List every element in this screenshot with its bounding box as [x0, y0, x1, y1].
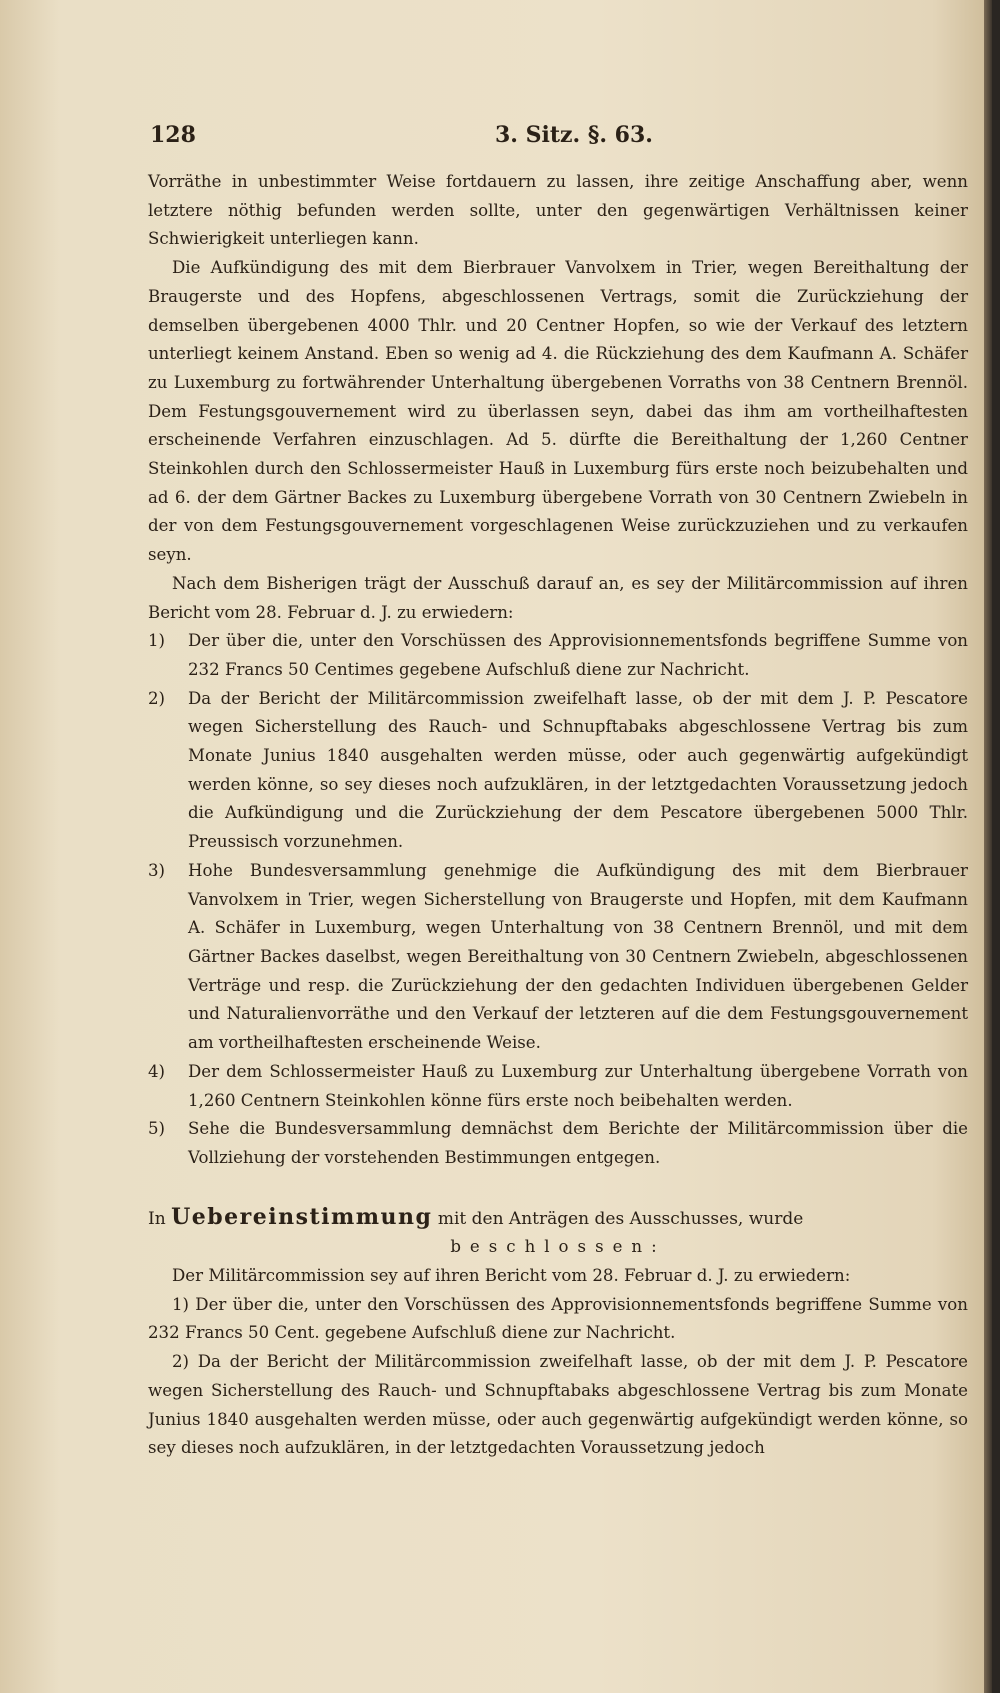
paragraph: Die Aufkündigung des mit dem Bierbrauer Vanvolxem in Trier, wegen Bereithaltung der Braugerste und des Hopfens, abgeschlossenen Vertrags, somit die Zurückziehung der demselben übergebenen 4000 Thlr. und 20 Centner Hopfen, so wie der Verkauf des letztern unterliegt keinem Anstand. Eben so wenig ad 4. die Rückziehung des dem Kaufmann A. Schäfer zu Luxemburg zu fortwährender Unterhaltung übergebenen Vorraths von 38 Centnern Brennöl. Dem Festungsgouvernement wird zu überlassen seyn, dabei das ihm am vortheilhaftesten erscheinende Verfahren einzuschlagen. Ad 5. dürfte die Bereithaltung der 1,260 Centner Steinkohlen durch den Schlossermeister Hauß in Luxemburg fürs erste noch beizubehalten und ad 6. der dem Gärtner Backes zu Luxemburg übergebene Vorrath von 30 Centnern Zwiebeln in der von dem Festungsgouvernement vorgeschlagenen Weise zurückzuziehen und zu verkaufen seyn. [148, 258, 968, 565]
resolution-heading [148, 1203, 968, 1234]
page-body [148, 168, 968, 1463]
resolution-item: 1) Der über die, unter den Vorschüssen des Approvisionnementsfonds begriffene Summe von 232 Francs 50 Cent. gegebene Aufschluß diene zur Nachricht. [148, 1294, 968, 1343]
list-item [148, 685, 968, 857]
list-item [148, 627, 968, 684]
list-item-number: 2) [148, 688, 166, 708]
resolution-intro: Der Militärcommission sey auf ihren Bericht vom 28. Februar d. J. zu erwiedern: [172, 1266, 851, 1286]
list-item-text: Hohe Bundesversammlung genehmige die Aufkündigung des mit dem Bierbrauer Vanvolxem in Trier, wegen Sicherstellung von Braugerste und Hopfen, mit dem Kaufmann A. Schäfer in Luxemburg, wegen Unterhaltung von 38 Centnern Brennöl, und mit dem Gärtner Backes daselbst, wegen Bereithaltung von 30 Centnern Zwiebeln, abgeschlossenen Verträge und resp. die Zurückziehung der den gedachten Individuen übergebenen Gelder und Naturalienvorräthe und den Verkauf der letzteren auf die dem Festungsgouvernement am vortheilhaftesten erscheinende Weise. [188, 860, 968, 1053]
resolution-prefix: In [148, 1208, 166, 1229]
running-head: 3. Sitz. §. 63. [495, 122, 653, 148]
resolution-emphasis: Uebereinstimmung [171, 1203, 433, 1230]
page-number: 128 [150, 122, 196, 148]
list-item-number: 3) [148, 860, 166, 880]
list-item-number: 1) [148, 631, 166, 651]
list-item [148, 857, 968, 1058]
resolution-item: 2) Da der Bericht der Militärcommission zweifelhaft lasse, ob der mit dem J. P. Pescatore wegen Sicherstellung des Rauch- und Schnupftabaks abgeschlossene Vertrag bis zum Monate Junius 1840 ausgehalten werden müsse, oder auch gegenwärtig aufgekündigt werden könne, so sey dieses noch aufzuklären, in der letztgedachten Voraussetzung jedoch [148, 1352, 968, 1458]
list-item-number: 5) [148, 1119, 166, 1139]
list-item-text: Da der Bericht der Militärcommission zweifelhaft lasse, ob der mit dem J. P. Pescatore wegen Sicherstellung des Rauch- und Schnupftabaks abgeschlossene Vertrag bis zum Monate Junius 1840 ausgehalten werden müsse, oder auch gegenwärtig aufgekündigt werden könne, so sey dieses noch aufzuklären, in der letztgedachten Voraussetzung jedoch die Aufkündigung und die Zurückziehung der dem Pescatore übergebenen 5000 Thlr. Preussisch vorzunehmen. [188, 688, 968, 852]
list-item-text: Der über die, unter den Vorschüssen des Approvisionnementsfonds begriffene Summe von 232 Francs 50 Centimes gegebene Aufschluß diene zur Nachricht. [188, 631, 968, 679]
list-item [148, 1115, 968, 1172]
resolution-rest: mit den Anträgen des Ausschusses, wurde [437, 1208, 804, 1229]
page-edge-shadow [984, 0, 992, 1693]
paragraph: Vorräthe in unbestimmter Weise fortdauern zu lassen, ihre zeitige Anschaffung aber, wenn letztere nöthig befunden werden sollte, unter den gegenwärtigen Verhältnissen keiner Schwierigkeit unterliegen kann. [148, 172, 968, 249]
paragraph: Nach dem Bisherigen trägt der Ausschuß darauf an, es sey der Militärcommission auf ihren Bericht vom 28. Februar d. J. zu erwiedern: [148, 573, 968, 622]
list-item-text: Der dem Schlossermeister Hauß zu Luxemburg zur Unterhaltung übergebene Vorrath von 1,260 Centnern Steinkohlen könne fürs erste noch beibehalten werden. [188, 1061, 968, 1110]
section-gap [148, 1173, 968, 1203]
list-item-text: Sehe die Bundesversammlung demnächst dem Berichte der Militärcommission über die Vollziehung der vorstehenden Bestimmungen entgegen. [188, 1119, 968, 1167]
resolution-beschlossen: beschlossen: [450, 1237, 666, 1257]
list-item [148, 1058, 968, 1115]
page-header [150, 122, 850, 152]
list-item-number: 4) [148, 1061, 166, 1081]
